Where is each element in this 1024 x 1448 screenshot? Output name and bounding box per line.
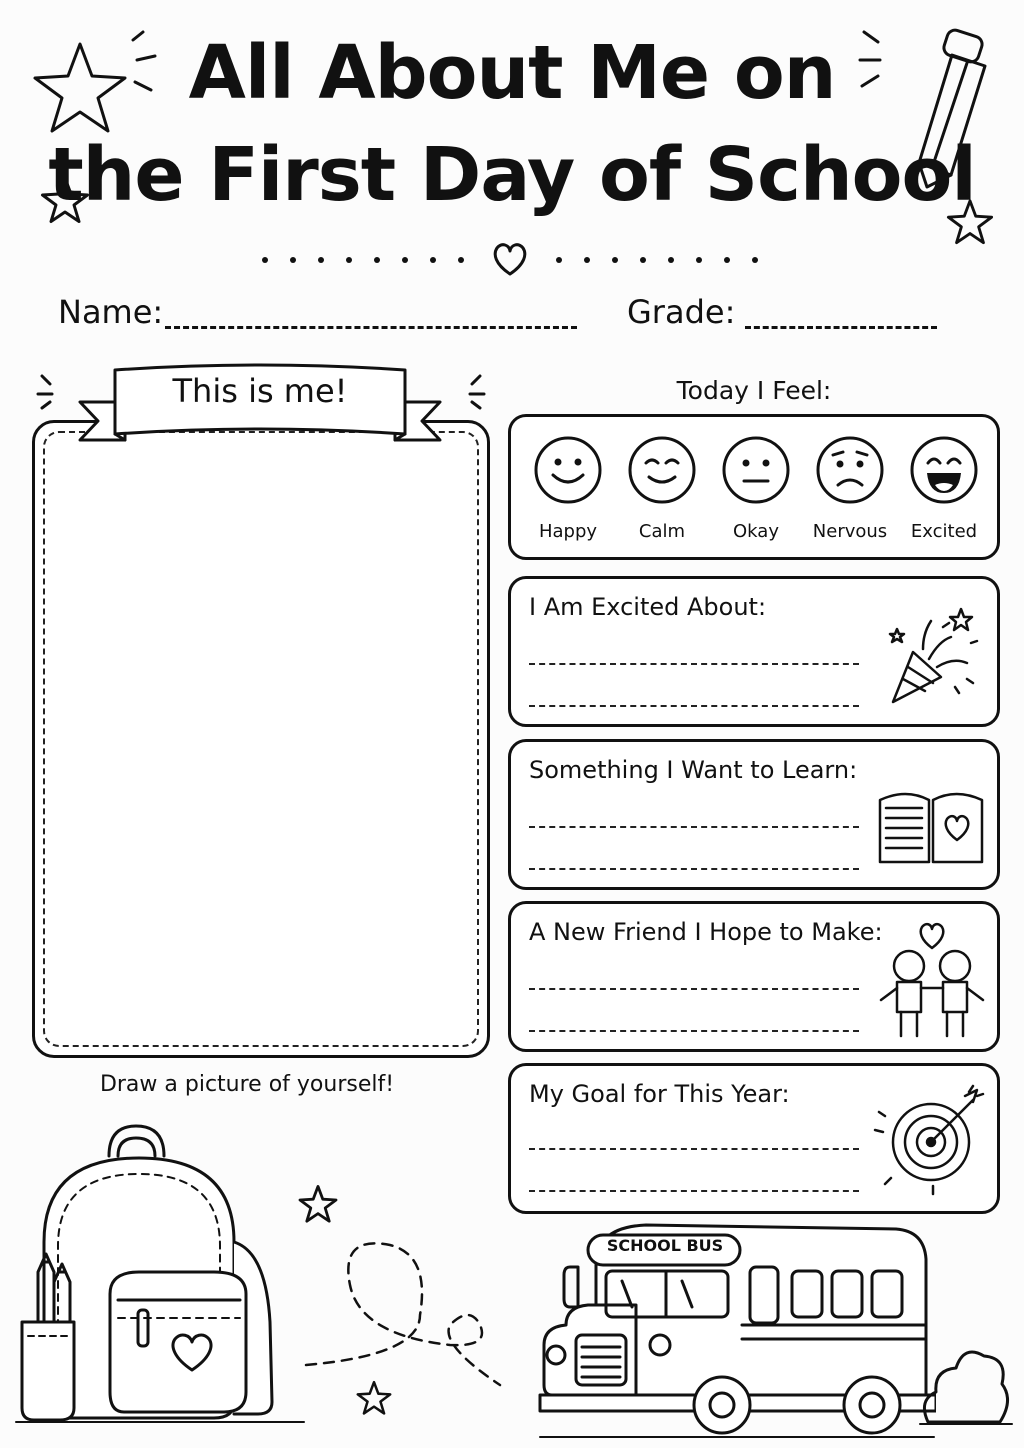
prompt-label: My Goal for This Year: (529, 1080, 790, 1108)
feeling-label: Calm (638, 521, 686, 542)
prompt-label: Something I Want to Learn: (529, 756, 858, 784)
name-field[interactable] (165, 326, 577, 329)
name-label: Name: (58, 293, 164, 331)
target-icon (873, 1082, 985, 1197)
calm-face-icon (627, 435, 697, 505)
prompt-label: I Am Excited About: (529, 593, 767, 621)
answer-line[interactable] (529, 663, 859, 665)
feeling-option-nervous[interactable] (805, 429, 895, 549)
page-title-line-1: All About Me on (188, 30, 836, 116)
answer-line[interactable] (529, 705, 859, 707)
portrait-banner-text: This is me! (172, 372, 348, 410)
answer-line[interactable] (529, 1030, 859, 1032)
happy-face-icon (533, 435, 603, 505)
feeling-label: Excited (910, 521, 978, 542)
excited-face-icon (909, 435, 979, 505)
school-bus-sign: SCHOOL BUS (606, 1236, 724, 1255)
portrait-drawing-frame[interactable] (32, 420, 490, 1058)
answer-line[interactable] (529, 1190, 859, 1192)
answer-line[interactable] (529, 868, 859, 870)
bush-icon (918, 1330, 1014, 1430)
feeling-option-calm[interactable] (617, 429, 707, 549)
feeling-label: Okay (733, 521, 779, 542)
sparkle-lines-icon (456, 372, 486, 412)
heart-icon (495, 245, 525, 274)
okay-face-icon (721, 435, 791, 505)
prompt-box-goal (508, 1063, 1000, 1214)
nervous-face-icon (815, 435, 885, 505)
prompt-box-excited-about (508, 576, 1000, 727)
feelings-panel (508, 414, 1000, 560)
feeling-option-happy[interactable] (523, 429, 613, 549)
portrait-inner-dashed-border (43, 431, 479, 1047)
dotted-divider (255, 240, 765, 280)
backpack-icon (14, 1122, 314, 1432)
feeling-label: Nervous (812, 521, 888, 542)
portrait-caption: Draw a picture of yourself! (99, 1072, 395, 1097)
friends-icon (877, 916, 987, 1041)
answer-line[interactable] (529, 988, 859, 990)
grade-field[interactable] (745, 326, 937, 329)
prompt-box-new-friend (508, 901, 1000, 1052)
dashed-flight-path (300, 1235, 540, 1395)
answer-line[interactable] (529, 1148, 859, 1150)
answer-line[interactable] (529, 826, 859, 828)
feeling-option-okay[interactable] (711, 429, 801, 549)
grade-label: Grade: (627, 293, 736, 331)
open-book-icon (876, 786, 986, 868)
prompt-box-want-to-learn (508, 739, 1000, 890)
star-icon (298, 1184, 338, 1224)
page-title-line-2: the First Day of School (48, 132, 976, 218)
feeling-option-excited[interactable] (899, 429, 989, 549)
feeling-label: Happy (538, 521, 598, 542)
feelings-heading: Today I Feel: (676, 376, 832, 405)
prompt-label: A New Friend I Hope to Make: (529, 918, 883, 946)
party-popper-icon (883, 597, 983, 712)
sparkle-lines-icon (36, 372, 66, 412)
